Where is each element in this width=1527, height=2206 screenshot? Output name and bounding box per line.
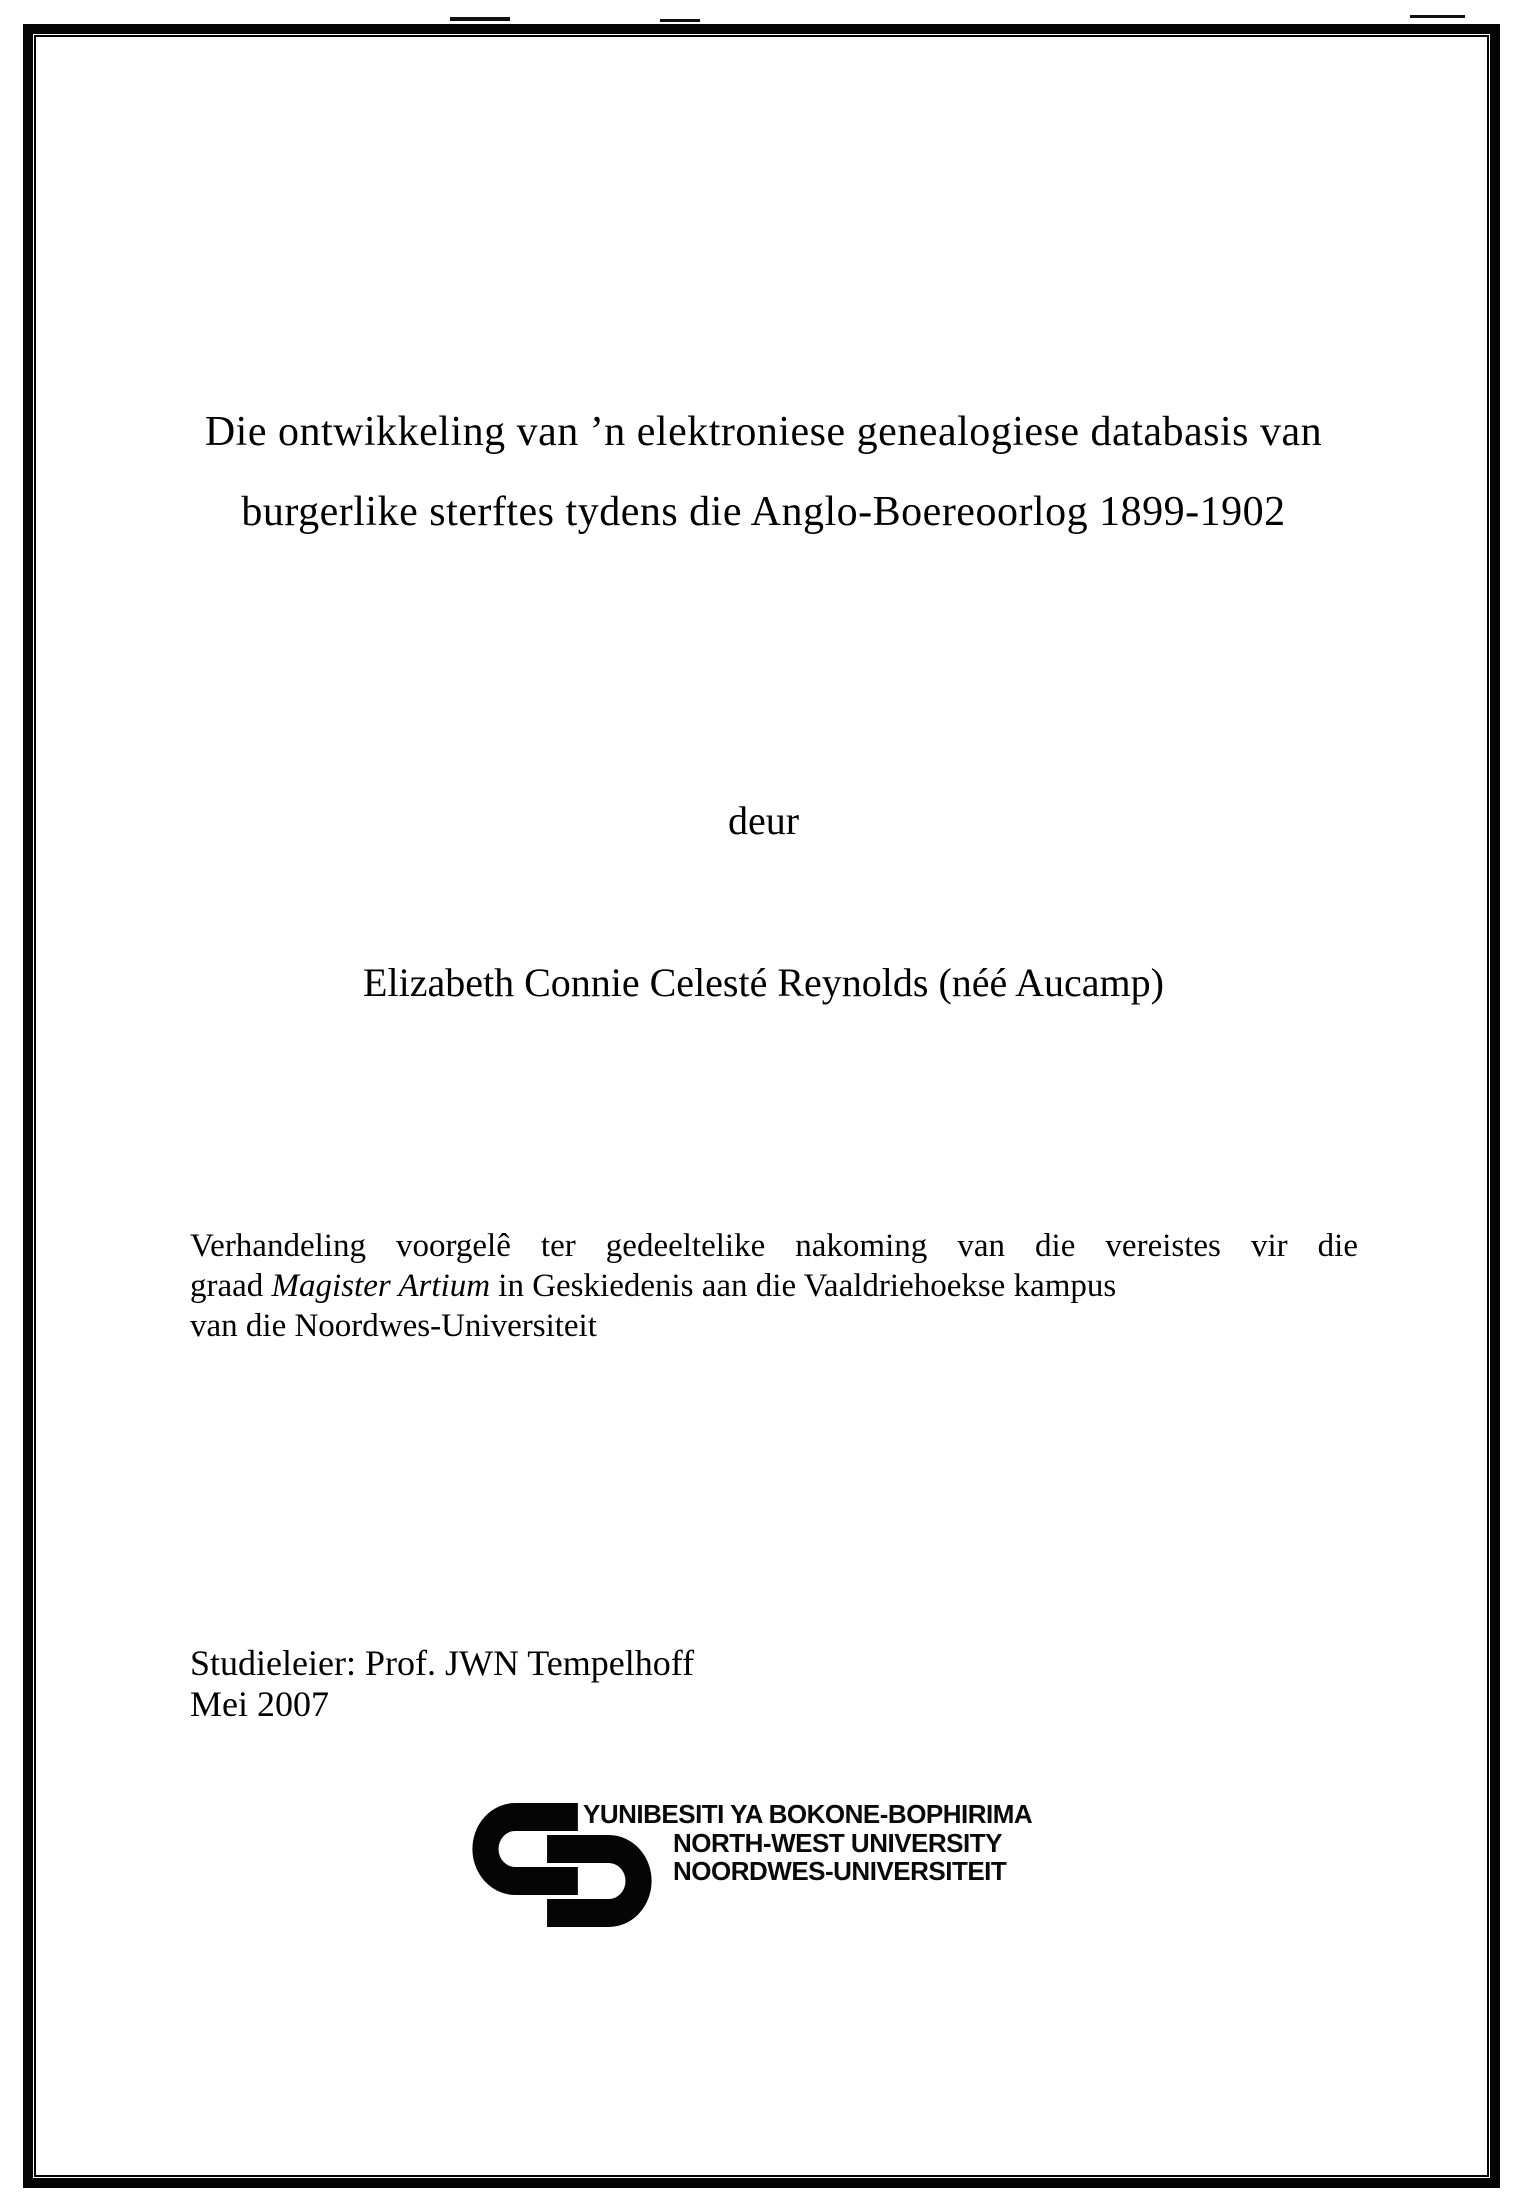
degree-statement-line-1: Verhandeling voorgelê ter gedeeltelike nakoming van die vereistes vir die [190, 1228, 1358, 1264]
degree-statement [190, 1226, 1358, 1346]
north-west-university-logo [464, 1796, 1064, 1946]
thesis-title-line-2: burgerlike sterftes tydens die Anglo-Boereoorlog 1899-1902 [241, 489, 1286, 535]
supervisor-line: Studieleier: Prof. JWN Tempelhoff [190, 1643, 695, 1683]
author-name: Elizabeth Connie Celesté Reynolds (néé Aucamp) [363, 960, 1164, 1005]
degree-statement-line-3: van die Noordwes-Universiteit [190, 1308, 597, 1344]
scan-artifact [660, 19, 700, 22]
nwu-logo-wordmark [583, 1800, 1032, 1886]
scan-artifact [450, 17, 510, 21]
nwu-logo-text-line-3: NOORDWES-UNIVERSITEIT [673, 1856, 1007, 1886]
nwu-logo-text-line-2: NORTH-WEST UNIVERSITY [673, 1827, 1002, 1858]
degree-statement-line-2-prefix: graad [190, 1268, 272, 1304]
degree-statement-line-2 [190, 1266, 1358, 1306]
supervisor-block [190, 1643, 694, 1725]
date-line: Mei 2007 [190, 1684, 329, 1724]
degree-statement-line-2-suffix: in Geskiedenis aan die Vaaldriehoekse kampus [490, 1268, 1117, 1304]
byline-label: deur [727, 798, 800, 843]
nwu-logo-text-line-1: YUNIBESITI YA BOKONE-BOPHIRIMA [583, 1799, 1033, 1829]
scan-artifact [1410, 15, 1465, 18]
thesis-title-line-1: Die ontwikkeling van ’n elektroniese genealogiese databasis van [204, 409, 1323, 455]
degree-name-italic: Magister Artium [271, 1268, 491, 1304]
thesis-title [60, 392, 1467, 552]
